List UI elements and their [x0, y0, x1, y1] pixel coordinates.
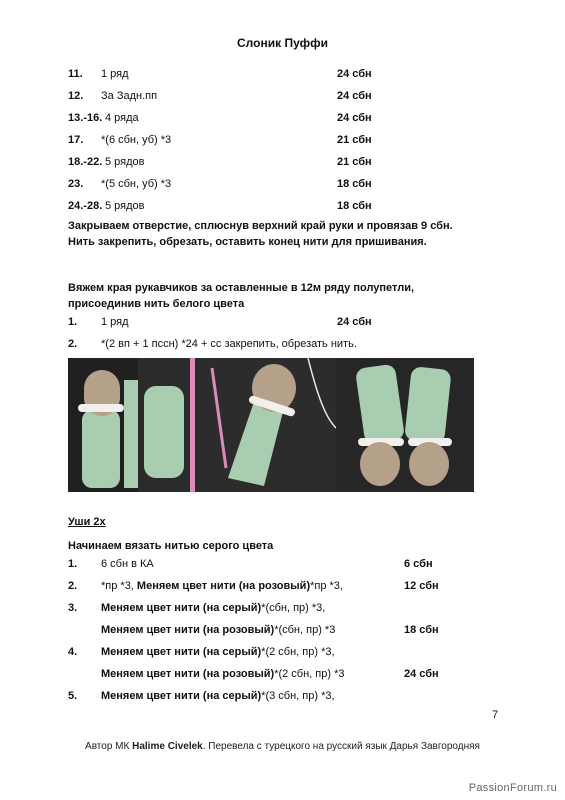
photo-2	[138, 358, 208, 492]
watermark: PassionForum.ru	[468, 782, 557, 794]
row-stitch-count: 24 сбн	[337, 68, 372, 80]
row-instruction	[101, 556, 154, 572]
pattern-row	[68, 66, 508, 82]
pattern-row	[68, 578, 508, 594]
instruction-part: *пр *3,	[101, 580, 137, 592]
row-number: 13.-16.	[68, 112, 103, 124]
row-instruction: *(5 сбн, уб) *3	[101, 178, 172, 190]
instruction-part: Меняем цвет нити (на розовый)	[101, 668, 275, 680]
pattern-row	[68, 600, 508, 616]
row-number: 24.-28.	[68, 200, 103, 212]
photo-2-illustration	[138, 358, 208, 492]
instruction-part: Меняем цвет нити (на розовый)	[136, 580, 311, 592]
row-stitch-count: 24 сбн	[337, 316, 372, 328]
photo-4-illustration	[336, 358, 474, 492]
instruction-part: *(3 сбн, пр) *3,	[261, 690, 335, 702]
page-number: 7	[492, 709, 499, 721]
row-number: 3.	[68, 602, 78, 614]
photo-1	[68, 358, 138, 492]
row-instruction: 1 ряд	[101, 316, 129, 328]
instruction-part: *(2 сбн, пр) *3	[274, 668, 345, 680]
row-stitch-count: 24 сбн	[337, 112, 372, 124]
pattern-row	[68, 644, 508, 660]
pattern-row	[68, 336, 508, 352]
pattern-row	[68, 132, 508, 148]
pattern-row	[68, 314, 508, 330]
row-number: 1.	[68, 558, 78, 570]
row-instruction	[101, 578, 343, 594]
instruction-part: Меняем цвет нити (на розовый)	[101, 624, 275, 636]
row-number: 17.	[68, 134, 84, 146]
row-stitch-count: 24 сбн	[337, 90, 372, 102]
photo-1-illustration	[68, 358, 138, 492]
row-number: 12.	[68, 90, 84, 102]
row-number: 5.	[68, 690, 78, 702]
pattern-row	[68, 198, 508, 214]
row-stitch-count: 18 сбн	[337, 200, 372, 212]
pattern-row	[68, 88, 508, 104]
row-number: 11.	[68, 68, 83, 80]
page-title: Слоник Пуффи	[237, 36, 328, 50]
instruction-part: Меняем цвет нити (на серый)	[101, 602, 262, 614]
instruction-part: Меняем цвет нити (на серый)	[101, 646, 262, 658]
ears-heading: Уши 2х	[68, 516, 106, 528]
footer-author: Halime Civelek	[132, 741, 203, 752]
instruction-part: *пр *3,	[310, 580, 343, 592]
row-instruction: 1 ряд	[101, 68, 129, 80]
pattern-row	[68, 556, 508, 572]
mitten-heading: Вяжем края рукавчиков за оставленные в 12м ряду полупетли, присоединив нить белого цвета	[68, 282, 415, 310]
row-instruction: За Задн.пп	[101, 90, 158, 102]
instruction-part: *(сбн, пр) *3	[274, 624, 336, 636]
pattern-row	[68, 688, 508, 704]
row-instruction	[101, 666, 344, 682]
instruction-part: 6 сбн в КА	[101, 558, 154, 570]
photo-strip	[68, 358, 474, 492]
row-number: 4.	[68, 646, 78, 658]
row-stitch-count: 21 сбн	[337, 156, 372, 168]
row-number: 18.-22.	[68, 156, 103, 168]
row-instruction: *(2 вп + 1 пссн) *24 + сс закрепить, обрезать нить.	[101, 338, 357, 350]
closing-paragraph: Закрываем отверстие, сплюснув верхний край руки и провязав 9 сбн. Нить закрепить, обрезать, оставить конец нити для пришивания.	[68, 220, 453, 248]
pattern-row	[68, 176, 508, 192]
row-stitch-count: 18 сбн	[404, 624, 439, 636]
instruction-part: *(2 сбн, пр) *3,	[261, 646, 335, 658]
row-number: 1.	[68, 316, 78, 328]
row-instruction: 4 ряда	[105, 112, 139, 124]
instruction-part: *(сбн, пр) *3,	[261, 602, 326, 614]
footer-suffix: . Перевела с турецкого на русский язык Дарья Завгородняя	[202, 741, 480, 752]
row-instruction	[101, 644, 335, 660]
row-instruction: 5 рядов	[105, 156, 145, 168]
row-stitch-count: 6 сбн	[404, 558, 433, 570]
row-stitch-count: 21 сбн	[337, 134, 372, 146]
row-stitch-count: 12 сбн	[404, 580, 439, 592]
photo-3	[208, 358, 336, 492]
row-number: 2.	[68, 338, 78, 350]
row-instruction	[101, 688, 335, 704]
row-stitch-count: 18 сбн	[337, 178, 372, 190]
ears-intro: Начинаем вязать нитью серого цвета	[68, 540, 274, 552]
row-number: 2.	[68, 580, 78, 592]
instruction-part: Меняем цвет нити (на серый)	[101, 690, 262, 702]
footer-prefix: Автор МК	[85, 741, 133, 752]
pattern-row	[68, 666, 508, 682]
pattern-row	[68, 622, 508, 638]
row-instruction	[101, 600, 325, 616]
pattern-row	[68, 154, 508, 170]
row-number: 23.	[68, 178, 84, 190]
row-instruction: *(6 сбн, уб) *3	[101, 134, 172, 146]
row-stitch-count: 24 сбн	[404, 668, 439, 680]
photo-3-illustration	[208, 358, 336, 492]
photo-4	[336, 358, 474, 492]
footer	[0, 741, 565, 752]
pattern-row	[68, 110, 508, 126]
row-instruction: 5 рядов	[105, 200, 145, 212]
row-instruction	[101, 622, 335, 638]
